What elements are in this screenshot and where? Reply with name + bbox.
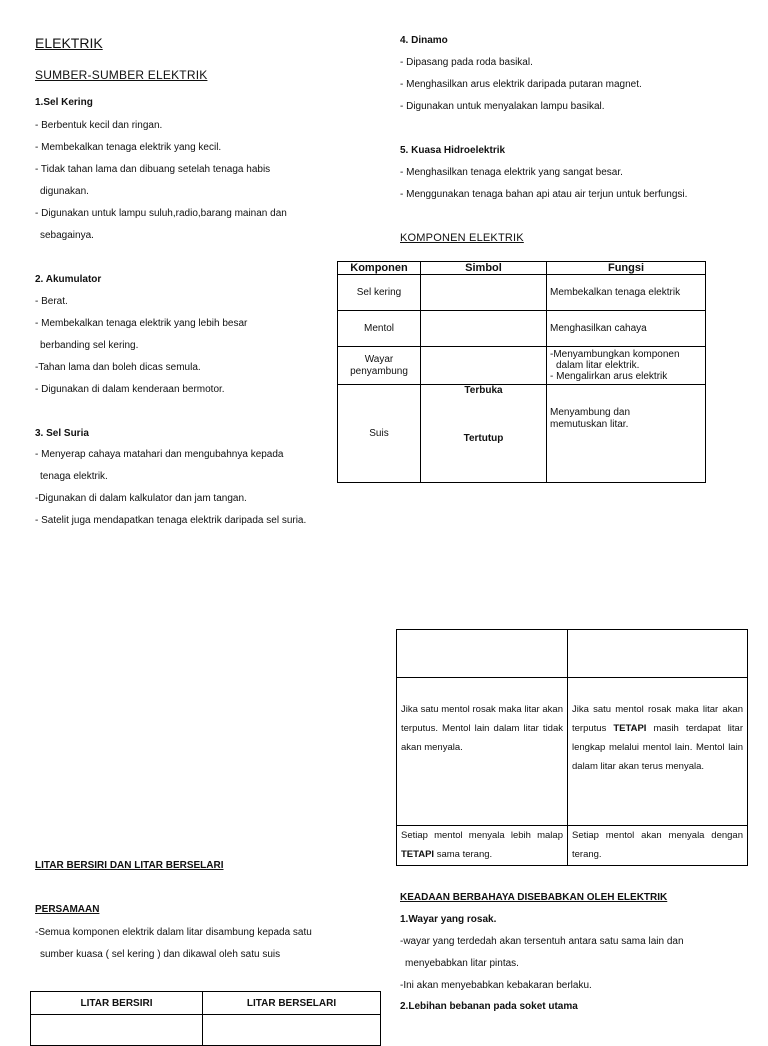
wayar-rosak-line: -wayar yang terdedah akan tersentuh antara satu sama lain dan <box>400 936 684 947</box>
litar-heading: LITAR BERSIRI DAN LITAR BERSELARI <box>35 860 224 871</box>
dinamo-line: - Dipasang pada roda basikal. <box>400 57 533 68</box>
sel-kering-line: - Digunakan untuk lampu suluh,radio,barang mainan dan <box>35 208 287 219</box>
sel-suria-line: - Satelit juga mendapatkan tenaga elektrik daripada sel suria. <box>35 515 307 526</box>
fungsi-line: - Mengalirkan arus elektrik <box>550 371 668 382</box>
header-fungsi: Fungsi <box>547 262 706 275</box>
sel-kering-line: - Tidak tahan lama dan dibuang setelah tenaga habis <box>35 164 271 175</box>
sel-kering-line: - Membekalkan tenaga elektrik yang kecil. <box>35 142 222 153</box>
wayar-rosak-line: menyebabkan litar pintas. <box>405 958 519 969</box>
simbol-cell <box>421 311 547 347</box>
sel-suria-line: - Menyerap cahaya matahari dan mengubahnya kepada <box>35 449 284 460</box>
komponen-cell <box>338 347 421 385</box>
bersiri-brightness-text <box>401 826 563 864</box>
sel-kering-line: digunakan. <box>40 186 89 197</box>
lebihan-heading: 2.Lebihan bebanan pada soket utama <box>400 1001 578 1012</box>
fungsi-cell <box>547 385 706 483</box>
akumulator-heading: 2. Akumulator <box>35 274 102 285</box>
simbol-cell <box>421 385 547 483</box>
persamaan-line: -Semua komponen elektrik dalam litar disambung kepada satu <box>35 927 312 938</box>
komponen-cell: Sel kering <box>338 275 421 311</box>
komponen-title: KOMPONEN ELEKTRIK <box>400 232 524 244</box>
comparison-table <box>396 629 748 866</box>
table-cell <box>397 678 568 826</box>
akumulator-line: - Berat. <box>35 296 68 307</box>
dinamo-line: - Digunakan untuk menyalakan lampu basikal. <box>400 101 605 112</box>
sel-kering-line: sebagainya. <box>40 230 94 241</box>
fungsi-line: -Menyambungkan komponen <box>550 349 680 360</box>
simbol-cell <box>421 275 547 311</box>
table-cell <box>203 1015 381 1046</box>
simbol-terbuka-label: Terbuka <box>464 385 503 396</box>
fungsi-line: Menyambung dan <box>550 407 631 418</box>
fungsi-cell <box>547 347 706 385</box>
dinamo-heading: 4. Dinamo <box>400 35 448 46</box>
sel-suria-heading: 3. Sel Suria <box>35 428 89 439</box>
akumulator-line: - Membekalkan tenaga elektrik yang lebih besar <box>35 318 248 329</box>
fungsi-cell: Membekalkan tenaga elektrik <box>547 275 706 311</box>
wayar-rosak-heading: 1.Wayar yang rosak. <box>400 914 497 925</box>
sel-kering-heading: 1.Sel Kering <box>35 97 93 108</box>
section-heading-sumber: SUMBER-SUMBER ELEKTRIK <box>35 68 208 82</box>
simbol-cell <box>421 347 547 385</box>
akumulator-line: - Digunakan di dalam kenderaan bermotor. <box>35 384 225 395</box>
keadaan-heading: KEADAAN BERBAHAYA DISEBABKAN OLEH ELEKTRIK <box>400 892 668 903</box>
hidro-line: - Menghasilkan tenaga elektrik yang sangat besar. <box>400 167 623 178</box>
emphasis-text: TETAPI <box>401 849 435 860</box>
table-cell <box>397 630 568 678</box>
berselari-brightness-text: Setiap mentol akan menyala dengan terang. <box>572 830 743 860</box>
simbol-tertutup-label: Tertutup <box>463 433 504 444</box>
komponen-table <box>337 261 706 483</box>
komponen-cell: Mentol <box>338 311 421 347</box>
litar-berselari-header: LITAR BERSELARI <box>203 992 381 1015</box>
fungsi-line: dalam litar elektrik. <box>556 360 640 371</box>
litar-comparison-table <box>30 991 381 1046</box>
bersiri-effect-text: Jika satu mentol rosak maka litar akan terputus. Mentol lain dalam litar tidak akan menyala. <box>401 704 563 753</box>
fungsi-cell: Menghasilkan cahaya <box>547 311 706 347</box>
table-cell <box>31 1015 203 1046</box>
sel-suria-line: -Digunakan di dalam kalkulator dan jam tangan. <box>35 493 247 504</box>
table-cell <box>568 826 748 866</box>
akumulator-line: berbanding sel kering. <box>40 340 139 351</box>
sel-kering-line: - Berbentuk kecil dan ringan. <box>35 120 163 131</box>
akumulator-line: -Tahan lama dan boleh dicas semula. <box>35 362 201 373</box>
table-cell <box>568 630 748 678</box>
text-span: masih terdapat litar lengkap melalui mentol lain. Mentol lain dalam litar akan terus menyala. <box>572 723 744 772</box>
hidro-heading: 5. Kuasa Hidroelektrik <box>400 145 506 156</box>
persamaan-line: sumber kuasa ( sel kering ) dan dikawal oleh satu suis <box>40 949 281 960</box>
page-title: ELEKTRIK <box>35 35 103 51</box>
persamaan-heading: PERSAMAAN <box>35 904 100 915</box>
wayar-rosak-line: -Ini akan menyebabkan kebakaran berlaku. <box>400 980 592 991</box>
hidro-line: - Menggunakan tenaga bahan api atau air terjun untuk berfungsi. <box>400 189 688 200</box>
table-cell <box>397 826 568 866</box>
komponen-cell-text: Wayar penyambung <box>350 353 408 377</box>
header-komponen: Komponen <box>338 262 421 275</box>
litar-bersiri-header: LITAR BERSIRI <box>31 992 203 1015</box>
fungsi-line: memutuskan litar. <box>550 419 629 430</box>
table-cell <box>568 678 748 826</box>
text-span: Jika satu mentol rosak maka litar akan terputus <box>572 704 743 734</box>
komponen-cell: Suis <box>338 385 421 483</box>
emphasis-text: TETAPI <box>613 723 647 734</box>
sel-suria-line: tenaga elektrik. <box>40 471 108 482</box>
header-simbol: Simbol <box>421 262 547 275</box>
text-span: sama terang. <box>434 849 493 860</box>
berselari-effect-text <box>572 700 743 776</box>
text-span: Setiap mentol menyala lebih malap <box>401 830 563 841</box>
dinamo-line: - Menghasilkan arus elektrik daripada putaran magnet. <box>400 79 642 90</box>
